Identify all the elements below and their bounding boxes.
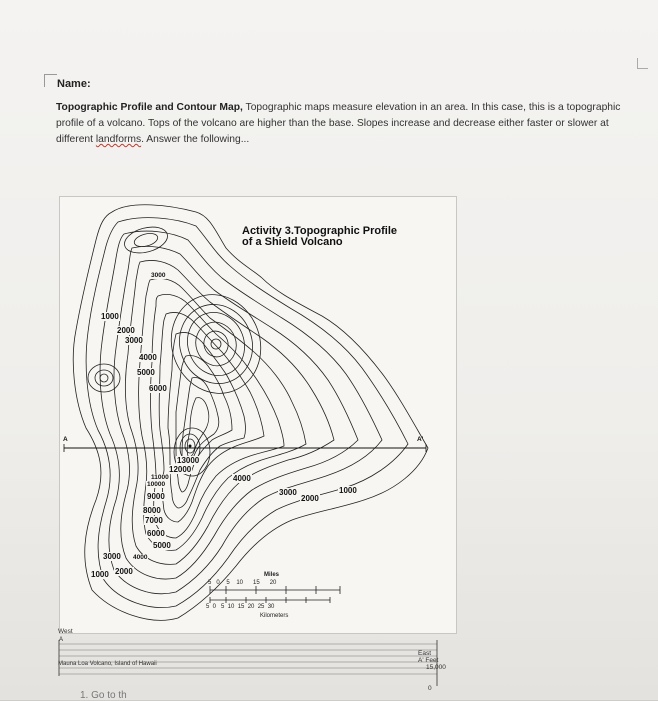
name-label: Name:	[57, 78, 91, 90]
scale-bar-miles	[210, 586, 340, 594]
profile-west-label: West	[58, 628, 73, 635]
contour-label: 11000	[151, 474, 169, 481]
profile-east-block	[418, 650, 446, 692]
contour-label: 7000	[145, 516, 163, 525]
contour-label: 2000	[301, 494, 319, 503]
contour-label: 9000	[147, 492, 165, 501]
contour-ko-1	[122, 223, 171, 258]
profile-bottom-value: 0	[428, 685, 432, 692]
contour-label: 5000	[137, 368, 155, 377]
figure-title	[242, 226, 442, 248]
profile-caption: Mauna Loa Volcano, Island of Hawaii	[58, 661, 157, 667]
contour-label: 5000	[153, 541, 171, 550]
profile-east-label: East	[418, 650, 432, 657]
contour-label: 1000	[91, 570, 109, 579]
scale-miles-ticks: 5 0 5 10 15 20	[208, 580, 277, 586]
contour-hu-2	[95, 370, 113, 386]
contour-mk-6	[211, 339, 221, 349]
contour-label: 3000	[125, 336, 143, 345]
contour-label: 4000	[233, 474, 251, 483]
intro-title: Topographic Profile and Contour Map,	[56, 102, 243, 113]
contour-label: 10000	[147, 481, 166, 488]
contour-2000	[100, 231, 382, 594]
contour-label: 12000	[169, 465, 192, 474]
scale-km-ticks: 5 0 5 10 15 20 25 30	[206, 604, 275, 610]
contour-mk-1	[158, 282, 275, 406]
contour-label: 8000	[143, 506, 161, 515]
profile-a-label: A	[59, 637, 64, 643]
contour-label: 6000	[147, 529, 165, 538]
intro-text-before: Topographic maps measure elevation in an area. In this case, this is a topographic profile of a volcano. Tops of the volcano are higher than the base. Slopes increase and decrease either faster or slower at different	[56, 102, 621, 145]
contour-label: 1000	[101, 312, 119, 321]
contour-7000	[159, 312, 264, 522]
scale-miles-label: Miles	[264, 572, 280, 578]
profile-end-a-prime: A'	[417, 436, 424, 443]
contour-label: 2000	[115, 567, 133, 576]
contour-label: 2000	[117, 326, 135, 335]
contour-mk-4	[190, 316, 243, 371]
profile-end-a: A	[63, 436, 68, 443]
summit-marker	[189, 445, 192, 448]
profile-a-prime-label: A' Feet	[418, 657, 439, 664]
contour-mk-3	[179, 304, 254, 383]
contour-label: 3000	[279, 488, 297, 497]
intro-text-after: . Answer the following...	[141, 134, 250, 145]
contour-label: 4000	[139, 353, 157, 362]
spellcheck-word: landforms	[95, 134, 142, 145]
question-text-partial: 1. Go to th	[80, 690, 127, 701]
contour-1000	[86, 218, 408, 608]
contour-label: 6000	[149, 384, 167, 393]
contour-label: 3000	[151, 272, 166, 279]
contour-ko-2	[133, 231, 159, 249]
contour-label: 1000	[339, 486, 357, 495]
figure-title-line2: of a Shield Volcano	[242, 236, 343, 248]
scale-km-label: Kilometers	[260, 613, 289, 619]
scale-bar-km	[210, 597, 330, 603]
coastline	[73, 205, 428, 621]
figure-title-line1: Activity 3.Topographic Profile	[242, 225, 398, 237]
profile-top-value: 15,000	[426, 664, 446, 671]
contour-label: 3000	[103, 552, 121, 561]
contour-hu-3	[100, 374, 108, 382]
contour-label: 13000	[177, 456, 200, 465]
contour-label: 4000	[133, 554, 148, 561]
contour-hu-1	[88, 364, 120, 392]
